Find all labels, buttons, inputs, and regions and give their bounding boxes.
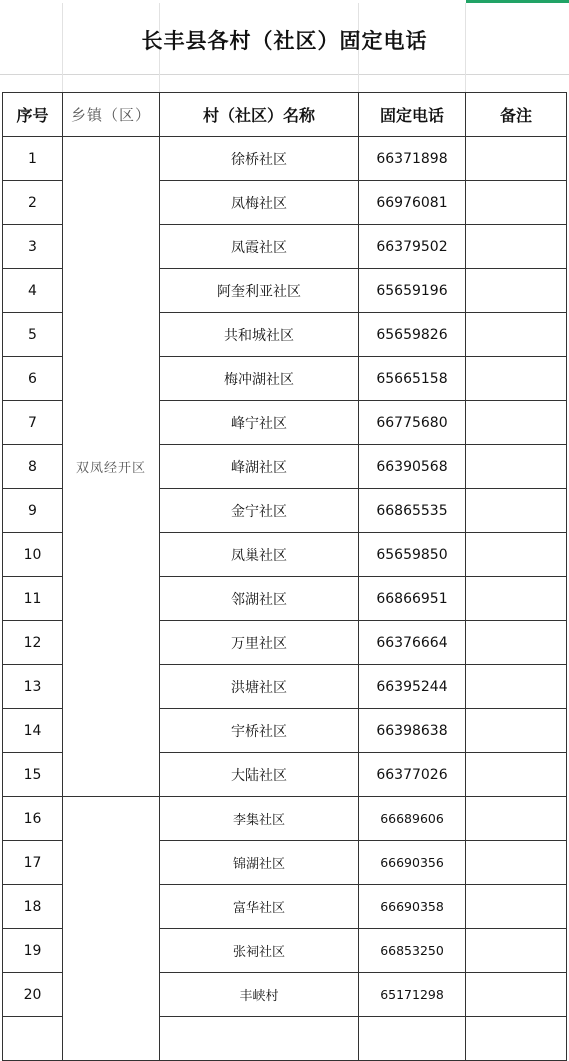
row-index[interactable]: 12: [3, 621, 63, 665]
row-note[interactable]: [466, 445, 567, 489]
empty-row[interactable]: [0, 74, 569, 92]
header-phone[interactable]: 固定电话: [359, 93, 466, 137]
header-row: [3, 93, 567, 137]
row-phone[interactable]: 66379502: [359, 225, 466, 269]
row-index[interactable]: 10: [3, 533, 63, 577]
row-note[interactable]: [466, 577, 567, 621]
table-row: [3, 137, 567, 181]
row-note[interactable]: [466, 797, 567, 841]
row-note[interactable]: [466, 137, 567, 181]
row-name[interactable]: 凤梅社区: [160, 181, 359, 225]
row-name[interactable]: 峰湖社区: [160, 445, 359, 489]
row-name[interactable]: 凤霞社区: [160, 225, 359, 269]
row-phone[interactable]: 66376664: [359, 621, 466, 665]
row-phone[interactable]: 66976081: [359, 181, 466, 225]
title-row[interactable]: [0, 3, 569, 75]
grid-line: [62, 74, 63, 92]
row-note[interactable]: [466, 181, 567, 225]
row-name[interactable]: [160, 1017, 359, 1061]
row-name[interactable]: 共和城社区: [160, 313, 359, 357]
row-index[interactable]: 13: [3, 665, 63, 709]
row-name[interactable]: 张祠社区: [160, 929, 359, 973]
row-name[interactable]: 富华社区: [160, 885, 359, 929]
row-name[interactable]: 凤巢社区: [160, 533, 359, 577]
row-index[interactable]: 1: [3, 137, 63, 181]
row-note[interactable]: [466, 269, 567, 313]
row-index[interactable]: 3: [3, 225, 63, 269]
row-name[interactable]: 洪塘社区: [160, 665, 359, 709]
row-note[interactable]: [466, 885, 567, 929]
row-phone[interactable]: 66689606: [359, 797, 466, 841]
row-index[interactable]: 9: [3, 489, 63, 533]
row-name[interactable]: 丰峡村: [160, 973, 359, 1017]
row-index[interactable]: 7: [3, 401, 63, 445]
row-index[interactable]: 11: [3, 577, 63, 621]
row-index[interactable]: 2: [3, 181, 63, 225]
row-note[interactable]: [466, 665, 567, 709]
row-name[interactable]: 万里社区: [160, 621, 359, 665]
row-phone[interactable]: [359, 1017, 466, 1061]
grid-line: [358, 74, 359, 92]
row-index[interactable]: [3, 1017, 63, 1061]
row-name[interactable]: 徐桥社区: [160, 137, 359, 181]
row-note[interactable]: [466, 533, 567, 577]
row-note[interactable]: [466, 841, 567, 885]
row-index[interactable]: 5: [3, 313, 63, 357]
row-phone[interactable]: 65171298: [359, 973, 466, 1017]
row-index[interactable]: 8: [3, 445, 63, 489]
row-phone[interactable]: 66377026: [359, 753, 466, 797]
row-index[interactable]: 6: [3, 357, 63, 401]
grid-line: [159, 74, 160, 92]
row-phone[interactable]: 66775680: [359, 401, 466, 445]
row-note[interactable]: [466, 929, 567, 973]
row-phone[interactable]: 66390568: [359, 445, 466, 489]
row-note[interactable]: [466, 1017, 567, 1061]
table-row: [3, 797, 567, 841]
row-note[interactable]: [466, 357, 567, 401]
row-note[interactable]: [466, 753, 567, 797]
row-name[interactable]: 梅冲湖社区: [160, 357, 359, 401]
row-index[interactable]: 17: [3, 841, 63, 885]
row-index[interactable]: 16: [3, 797, 63, 841]
row-name[interactable]: 李集社区: [160, 797, 359, 841]
row-name[interactable]: 邻湖社区: [160, 577, 359, 621]
row-note[interactable]: [466, 225, 567, 269]
header-note[interactable]: 备注: [466, 93, 567, 137]
row-phone[interactable]: 65665158: [359, 357, 466, 401]
row-phone[interactable]: 66865535: [359, 489, 466, 533]
row-note[interactable]: [466, 489, 567, 533]
row-phone[interactable]: 66853250: [359, 929, 466, 973]
row-phone[interactable]: 66398638: [359, 709, 466, 753]
phone-table: [2, 92, 567, 1061]
row-name[interactable]: 宇桥社区: [160, 709, 359, 753]
row-index[interactable]: 20: [3, 973, 63, 1017]
row-name[interactable]: 锦湖社区: [160, 841, 359, 885]
row-phone[interactable]: 65659826: [359, 313, 466, 357]
page-title: 长丰县各村（社区）固定电话: [141, 29, 428, 53]
row-phone[interactable]: 65659196: [359, 269, 466, 313]
row-index[interactable]: 19: [3, 929, 63, 973]
row-name[interactable]: 阿奎利亚社区: [160, 269, 359, 313]
header-town[interactable]: 乡镇（区）: [63, 93, 160, 137]
row-phone[interactable]: 66371898: [359, 137, 466, 181]
row-note[interactable]: [466, 621, 567, 665]
row-phone[interactable]: 65659850: [359, 533, 466, 577]
row-index[interactable]: 18: [3, 885, 63, 929]
row-note[interactable]: [466, 313, 567, 357]
row-note[interactable]: [466, 709, 567, 753]
row-phone[interactable]: 66690358: [359, 885, 466, 929]
row-note[interactable]: [466, 401, 567, 445]
row-index[interactable]: 14: [3, 709, 63, 753]
town-cell[interactable]: 双凤经开区: [63, 137, 160, 797]
row-phone[interactable]: 66866951: [359, 577, 466, 621]
header-index[interactable]: 序号: [3, 93, 63, 137]
row-note[interactable]: [466, 973, 567, 1017]
header-name[interactable]: 村（社区）名称: [160, 93, 359, 137]
row-phone[interactable]: 66395244: [359, 665, 466, 709]
grid-line: [465, 74, 466, 92]
row-index[interactable]: 4: [3, 269, 63, 313]
row-name[interactable]: 金宁社区: [160, 489, 359, 533]
row-index[interactable]: 15: [3, 753, 63, 797]
row-name[interactable]: 峰宁社区: [160, 401, 359, 445]
row-phone[interactable]: 66690356: [359, 841, 466, 885]
row-name[interactable]: 大陆社区: [160, 753, 359, 797]
